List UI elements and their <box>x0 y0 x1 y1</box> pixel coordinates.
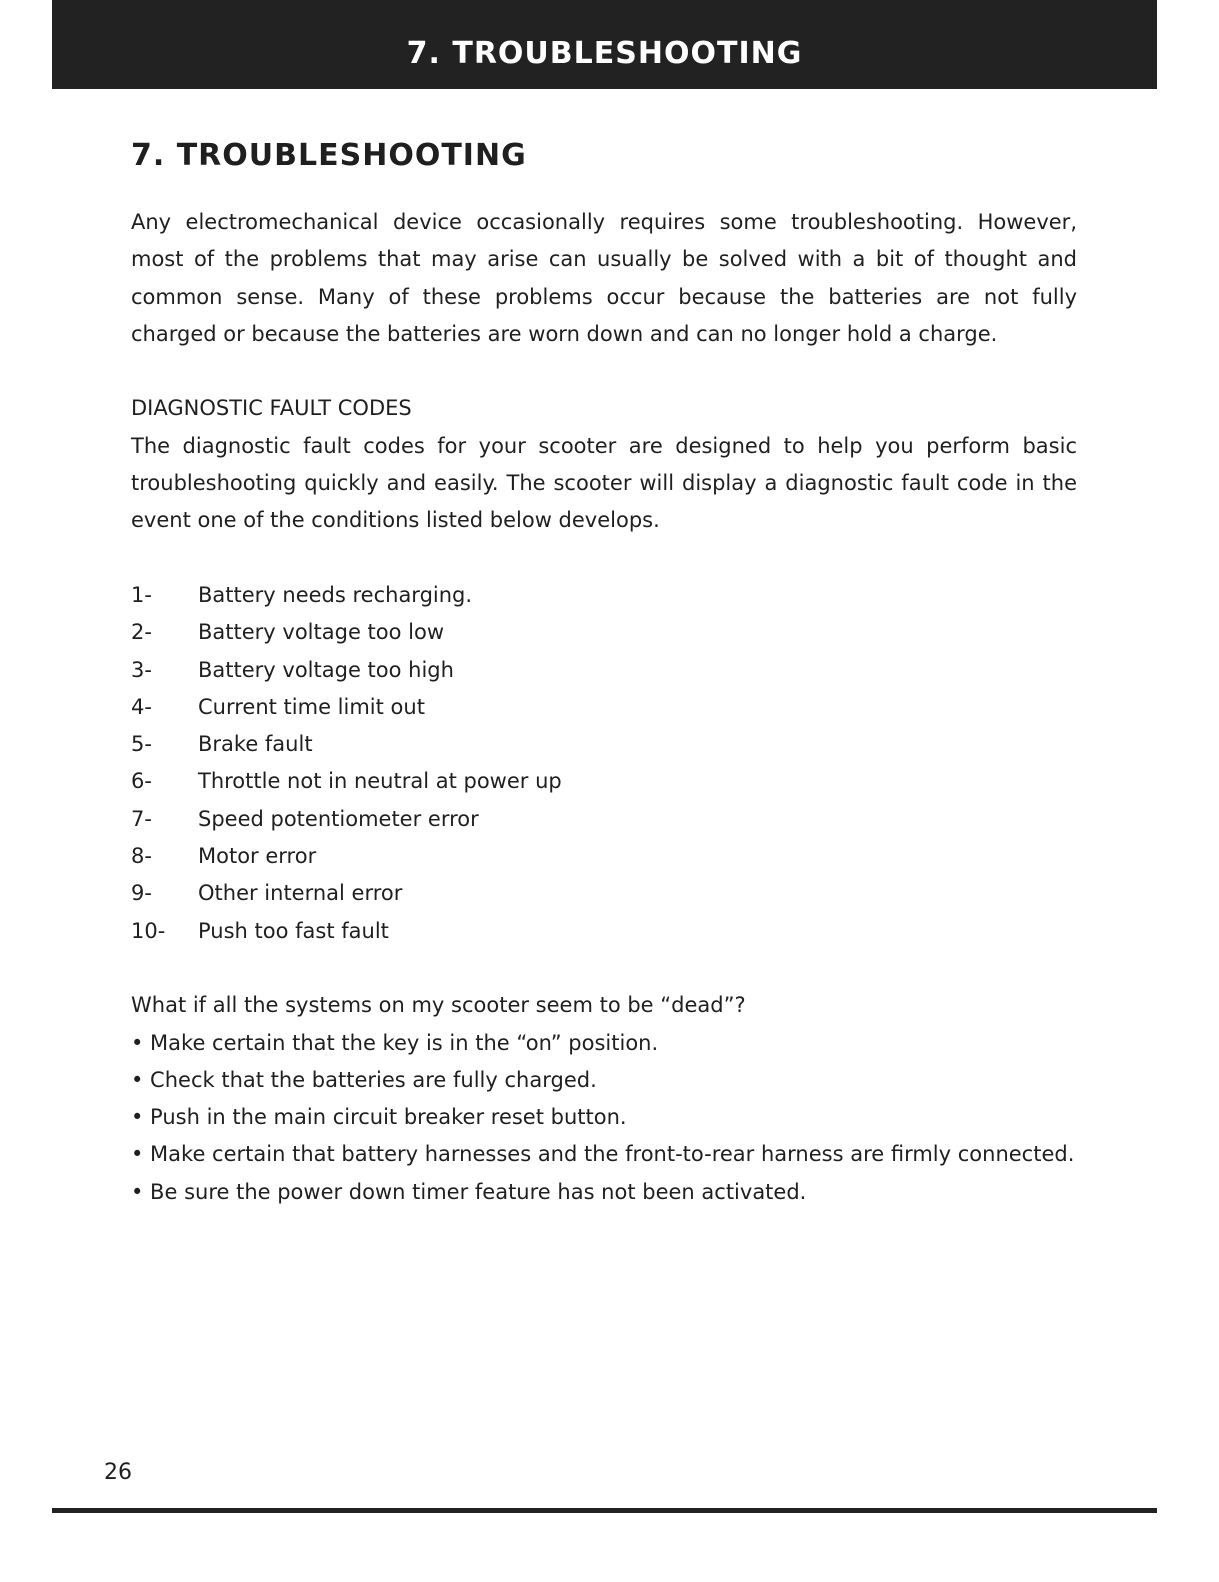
fault-code-text: Battery needs recharging. <box>198 582 473 607</box>
fault-code-item <box>131 838 1077 875</box>
fault-code-item <box>131 801 1077 838</box>
fault-code-number: 4- <box>131 694 152 719</box>
fault-code-item <box>131 614 1077 651</box>
page-number: 26 <box>104 1460 132 1485</box>
intro-paragraph: Any electromechanical device occasionally requires some troubleshooting. However, most of the problems that may arise can usually be solved with a bit of thought and common sense. Many of these problems occur because the batteries are not fully charged or because the batteries are worn down and can no longer hold a charge. <box>131 210 1077 346</box>
header-title: 7. TROUBLESHOOTING <box>406 36 803 71</box>
fault-code-item <box>131 652 1077 689</box>
fault-codes-intro: The diagnostic fault codes for your scooter are designed to help you perform basic troubleshooting quickly and easily. The scooter will display a diagnostic fault code in the event one of the conditions listed below develops. <box>131 433 1077 533</box>
header-bar <box>52 0 1157 89</box>
spacer <box>131 540 1077 577</box>
fault-code-text: Throttle not in neutral at power up <box>198 769 562 794</box>
fault-code-text: Other internal error <box>198 881 403 906</box>
fault-code-number: 8- <box>131 844 152 869</box>
fault-code-text: Push too fast fault <box>198 918 389 943</box>
fault-code-number: 9- <box>131 881 152 906</box>
dead-systems-question: What if all the systems on my scooter seem to be “dead”? <box>131 993 746 1018</box>
spacer <box>131 353 1077 390</box>
fault-code-text: Motor error <box>198 844 317 869</box>
fault-code-item <box>131 913 1077 950</box>
dead-check-item: • Make certain that the key is in the “on” position. <box>131 1030 659 1055</box>
fault-code-number: 10- <box>131 918 166 943</box>
fault-code-text: Speed potentiometer error <box>198 806 479 831</box>
dead-check-item: • Push in the main circuit breaker reset button. <box>131 1105 627 1130</box>
fault-code-number: 5- <box>131 732 152 757</box>
fault-code-text: Battery voltage too high <box>198 657 454 682</box>
fault-codes-heading: DIAGNOSTIC FAULT CODES <box>131 396 412 421</box>
fault-code-number: 3- <box>131 657 152 682</box>
footer-rule <box>52 1508 1157 1513</box>
fault-code-item <box>131 763 1077 800</box>
dead-check-item: • Make certain that battery harnesses and the front-to-rear harness are firmly connected. <box>131 1142 1075 1167</box>
fault-code-number: 6- <box>131 769 152 794</box>
fault-code-number: 7- <box>131 806 152 831</box>
spacer <box>131 950 1077 987</box>
fault-code-item <box>131 875 1077 912</box>
dead-check-item: • Check that the batteries are fully charged. <box>131 1067 597 1092</box>
fault-code-text: Current time limit out <box>198 694 425 719</box>
page-content <box>131 134 1077 1211</box>
fault-code-item <box>131 689 1077 726</box>
fault-code-number: 1- <box>131 582 152 607</box>
section-title: 7. TROUBLESHOOTING <box>131 138 527 173</box>
fault-code-number: 2- <box>131 620 152 645</box>
dead-check-item: • Be sure the power down timer feature has not been activated. <box>131 1179 807 1204</box>
fault-code-item <box>131 726 1077 763</box>
fault-code-list <box>131 577 1077 950</box>
fault-code-text: Battery voltage too low <box>198 620 445 645</box>
fault-code-item <box>131 577 1077 614</box>
fault-code-text: Brake fault <box>198 732 313 757</box>
